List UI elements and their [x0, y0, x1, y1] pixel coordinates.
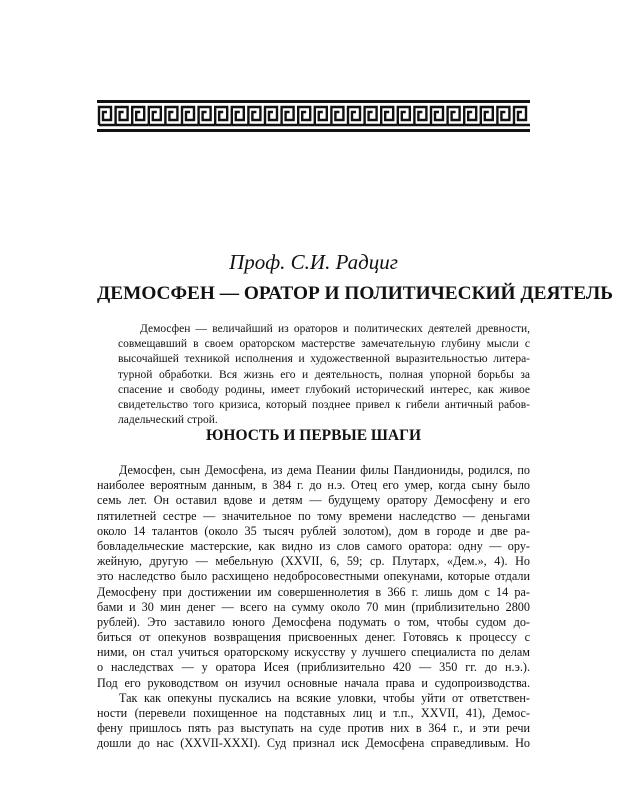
abstract-line: Демосфен — величайший из ораторов и политических деятелей древности,	[140, 323, 530, 335]
body-line: биться от опекунов возвращения присвоенных денег. Готовясь к процессу с	[97, 630, 530, 645]
body-line: фену пришлось пять раз выступать на суде против них в 364 г., и эти речи	[97, 721, 530, 736]
meander-unit	[182, 107, 194, 125]
meander-unit	[497, 107, 509, 125]
body-line: бами и 30 мин денег — всего на сумму около 70 мин (приблизительно 2800	[97, 599, 530, 614]
meander-unit	[414, 107, 426, 125]
body-line: пятилетней сестре — значительное по тому времени наследство — деньгами	[97, 508, 530, 523]
meander-unit	[464, 107, 476, 125]
abstract-line: совмещавший в своем ораторском мастерстве замечательную глубину мысли с	[118, 338, 530, 351]
body-line: это наследство было расхищено недобросовестными опекунами, которые отдали	[97, 569, 530, 584]
meander-unit	[265, 107, 277, 125]
body-line: Под его руководством он изучил основные начала права и судопроизводства.	[97, 675, 530, 690]
meander-unit	[165, 107, 177, 125]
meander-unit	[248, 107, 260, 125]
abstract-line: спасение и свободу родины, имеет глубокий исторический интерес, как живое	[118, 383, 530, 396]
body-line: бовладельческие мастерские, как видно из слов самого оратора: одну — ору-	[97, 538, 530, 553]
body-line: дошли до нас (XXVII-XXXI). Суд признал иск Демосфена справедливым. Но	[97, 736, 530, 751]
meander-unit	[331, 107, 343, 125]
meander-unit	[149, 107, 161, 125]
body-line: о наследствах — у оратора Исея (приблизительно 420 — 350 гг. до н.э.).	[97, 660, 530, 675]
author-name: Проф. С.И. Радциг	[229, 250, 398, 274]
meander-unit	[431, 107, 443, 125]
meander-unit	[398, 107, 410, 125]
meander-unit	[514, 107, 526, 125]
body-line: ности (перевели похищенное на подставных лиц и т.п., XXVII, 41), Демос-	[97, 706, 530, 720]
abstract-line: высочайшей техникой исполнения и художественной выразительностью литера-	[118, 353, 530, 366]
body-line: наиболее вероятным данным, в 384 г. до н.э. Отец его умер, когда сыну было	[97, 478, 530, 493]
body-line: ними, он стал учиться ораторскому искусству у лучшего специалиста по делам	[97, 645, 530, 660]
body-line: Так как опекуны пускались на всякие уловки, чтобы уйти от ответствен-	[119, 690, 530, 705]
body-line: жейную, другую — мебельную (XXVII, 6, 59; ср. Плутарх, «Дем.», 4). Но	[97, 554, 530, 569]
meander-unit	[215, 107, 227, 125]
body-line: рублей). Это заставило юного Демосфена подумать о том, чтобы судом до-	[97, 614, 530, 629]
greek-key-border	[97, 100, 530, 132]
meander-unit	[381, 107, 393, 125]
meander-unit	[448, 107, 460, 125]
meander-unit	[282, 107, 294, 125]
abstract-line: свидетельство того кризиса, который позднее привел к гибели античный рабов-	[118, 398, 530, 411]
abstract	[118, 322, 530, 428]
section-heading: ЮНОСТЬ И ПЕРВЫЕ ШАГИ	[205, 427, 422, 444]
meander-unit	[199, 107, 211, 125]
body-line: около 14 талантов (около 35 тысяч рублей золотом), дом в городе и две ра-	[97, 523, 530, 538]
abstract-line: ладельческий строй.	[118, 414, 218, 427]
meander-unit	[365, 107, 377, 125]
article-title: ДЕМОСФЕН — ОРАТОР И ПОЛИТИЧЕСКИЙ ДЕЯТЕЛЬ	[97, 283, 613, 304]
meander-unit	[116, 107, 128, 125]
meander-unit	[99, 107, 111, 125]
meander-unit	[132, 107, 144, 125]
meander-unit	[298, 107, 310, 125]
abstract-line: турной обработки. Вся жизнь его и деятельность, полная упорной борьбы за	[118, 368, 530, 381]
meander-unit	[348, 107, 360, 125]
body-line: Демосфену при достижении им совершеннолетия в 366 г. лишь дом с 14 ра-	[97, 584, 530, 599]
meander-unit	[481, 107, 493, 125]
body-text	[97, 463, 530, 752]
body-line: Демосфен, сын Демосфена, из дема Пеании филы Пандиониды, родился, по	[119, 463, 530, 477]
meander-unit	[232, 107, 244, 125]
meander-unit	[315, 107, 327, 125]
body-line: семь лет. Он оставил вдове и детям — будущему оратору Демосфену и его	[97, 493, 530, 508]
